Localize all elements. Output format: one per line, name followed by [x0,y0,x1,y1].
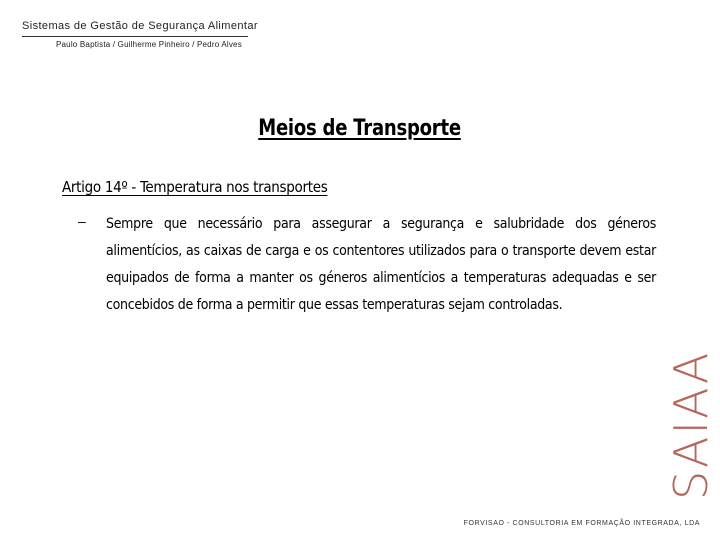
header-divider [22,36,248,37]
bullet-dash: – [78,213,86,229]
article-body-text: Sempre que necessário para assegurar a segurança e salubridade dos géneros alimentícios, as caixas de carga e os contentores utilizados para o transporte devem estar equipados de forma a manter os géneros alimentícios a temperaturas adequadas e ser concebidos de forma a permitir que essas temperaturas sejam controladas. [106,216,656,313]
saiaa-logo: SAIAA [664,350,718,500]
header-authors: Paulo Baptista / Guilherme Pinheiro / Pedro Alves [56,40,242,49]
slide-title-container [0,116,720,141]
article-title: Artigo 14º - Temperatura nos transportes [62,178,328,196]
slide-title: Meios de Transporte [258,116,462,141]
header-title: Sistemas de Gestão de Segurança Alimentar [22,20,258,32]
footer-company: FORVISAO - CONSULTORIA EM FORMAÇÃO INTEGRADA, LDA [463,520,700,527]
